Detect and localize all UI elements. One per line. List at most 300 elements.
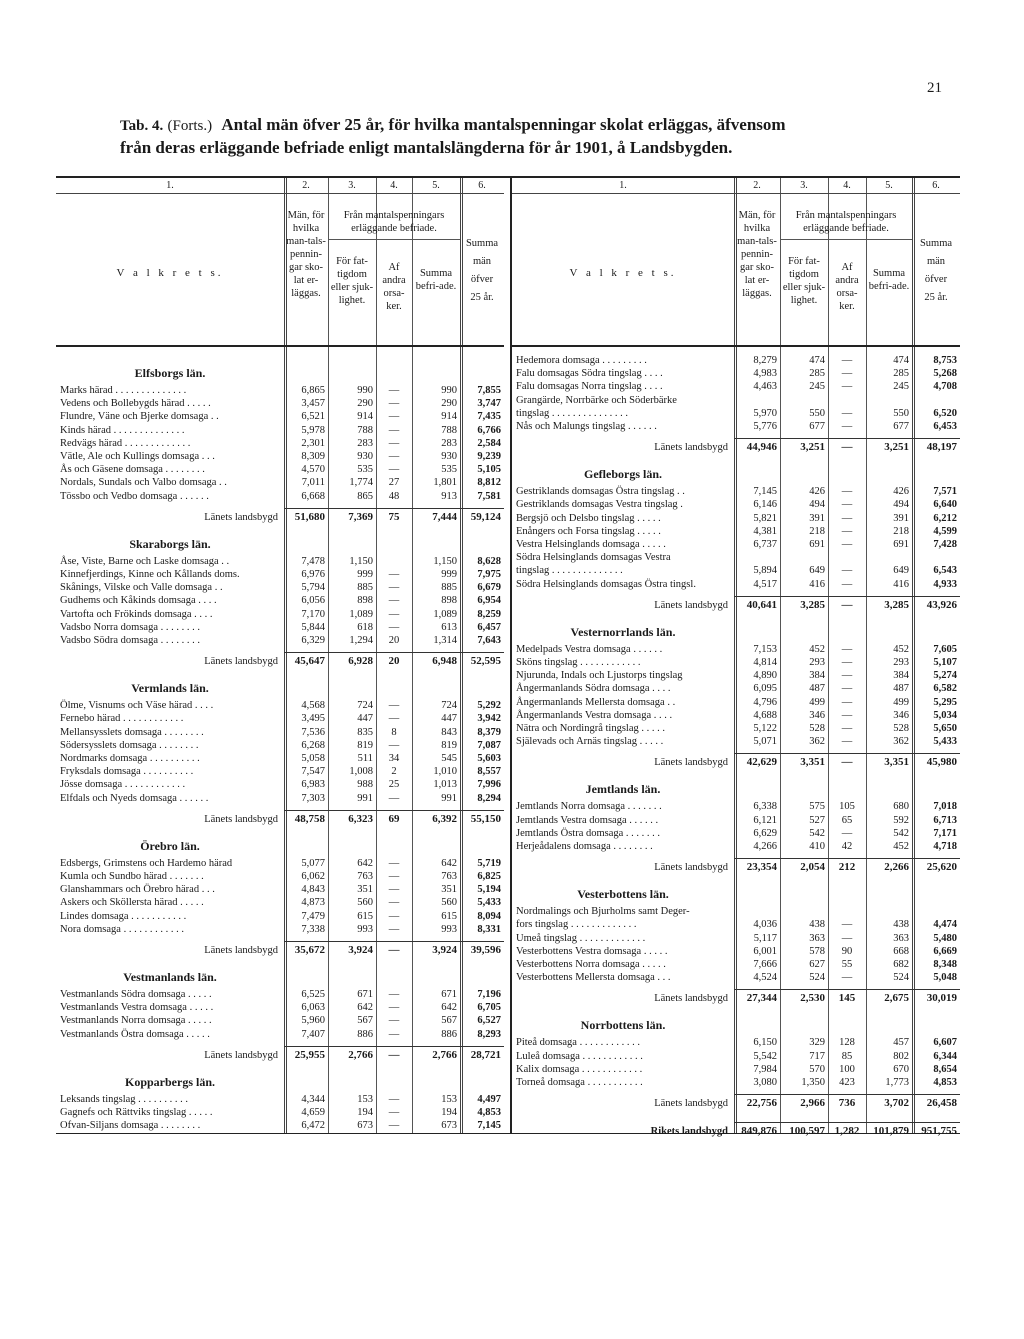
header-valkrets: V a l k r e t s. xyxy=(569,267,677,279)
value-cell: 1,010 xyxy=(433,766,457,778)
table-row xyxy=(56,555,504,568)
value-cell: 363 xyxy=(893,932,909,944)
value-cell: 7,855 xyxy=(477,385,501,396)
column-number-row xyxy=(512,178,960,194)
value-cell: 4,814 xyxy=(753,657,777,668)
value-cell: 613 xyxy=(441,621,457,633)
value-cell: — xyxy=(841,598,853,611)
value-cell: 560 xyxy=(357,897,373,909)
column-number: 4. xyxy=(843,180,851,191)
value-cell: 1,314 xyxy=(433,635,457,646)
value-cell: — xyxy=(841,723,853,734)
value-cell: 6,457 xyxy=(477,621,501,633)
value-cell: 1,773 xyxy=(885,1077,909,1088)
value-cell: 362 xyxy=(809,736,825,748)
district-name: Vestmanlands Vestra domsaga . . . . . xyxy=(60,1002,214,1014)
value-cell: 5,603 xyxy=(477,753,501,764)
value-cell: 6,150 xyxy=(753,1037,777,1049)
value-cell: 5,048 xyxy=(933,972,957,984)
value-cell: — xyxy=(388,621,400,633)
table-row xyxy=(512,525,960,538)
district-name: Vesterbottens Mellersta domsaga . . . xyxy=(516,972,671,984)
total-label: Länets landsbygd xyxy=(654,862,728,874)
value-cell: 6,766 xyxy=(477,424,501,436)
value-cell: 528 xyxy=(893,723,909,734)
value-cell: 26,458 xyxy=(926,1097,957,1110)
value-cell: 105 xyxy=(839,801,855,813)
value-cell: 885 xyxy=(357,582,373,594)
value-cell: 802 xyxy=(893,1050,909,1062)
table-row xyxy=(512,958,960,971)
value-cell: 293 xyxy=(893,657,909,668)
value-cell: — xyxy=(388,944,400,956)
value-cell: 819 xyxy=(441,739,457,751)
value-cell: 6,453 xyxy=(933,421,957,432)
value-cell: 627 xyxy=(809,959,825,970)
value-cell: 913 xyxy=(441,490,457,502)
value-cell: 293 xyxy=(809,657,825,668)
table-row xyxy=(512,800,960,813)
value-cell: 4,983 xyxy=(753,368,777,380)
value-cell: 3,495 xyxy=(301,713,325,725)
district-name: Kinds härad . . . . . . . . . . . . . . xyxy=(60,424,185,436)
value-cell: 999 xyxy=(357,569,373,580)
value-cell: 1,282 xyxy=(834,1125,860,1138)
value-cell: — xyxy=(388,1002,400,1014)
total-label: Länets landsbygd xyxy=(654,599,728,611)
value-cell: 45,980 xyxy=(926,756,957,769)
value-cell: 6,056 xyxy=(301,595,325,607)
value-cell: 570 xyxy=(809,1063,825,1075)
district-name: Södra Helsinglands domsagas Östra tingsl. xyxy=(516,578,696,590)
value-cell: 6,323 xyxy=(348,812,373,825)
value-cell: 6,607 xyxy=(933,1037,957,1049)
table-row xyxy=(512,682,960,695)
value-cell: 2,675 xyxy=(884,992,909,1005)
table-row xyxy=(56,712,504,725)
table-row xyxy=(56,424,504,437)
value-cell: — xyxy=(388,582,400,594)
value-cell: 5,117 xyxy=(753,932,777,944)
district-name: Vadsbo Södra domsaga . . . . . . . . xyxy=(60,635,200,646)
header-col3: För fat-tigdom eller sjuk-lighet. xyxy=(782,256,826,306)
value-cell: 649 xyxy=(809,565,825,577)
value-cell: 4,517 xyxy=(753,578,777,590)
value-cell: — xyxy=(841,578,853,590)
value-cell: 7,996 xyxy=(477,779,501,791)
table-row xyxy=(56,792,504,805)
district-name: Edsbergs, Grimstens och Hardemo härad xyxy=(60,857,233,869)
county-total-row xyxy=(56,944,504,957)
table-row xyxy=(512,814,960,827)
page-number: 21 xyxy=(927,80,942,96)
total-rule xyxy=(284,941,504,942)
value-cell: 8,309 xyxy=(301,451,325,462)
value-cell: 3,351 xyxy=(884,756,909,769)
value-cell: 615 xyxy=(357,910,373,922)
district-name: Falu domsagas Södra tingslag . . . . xyxy=(516,368,663,380)
district-name: Södersysslets domsaga . . . . . . . . xyxy=(60,739,199,751)
value-cell: 5,821 xyxy=(753,512,777,524)
value-cell: 5,268 xyxy=(933,368,957,380)
district-name: Elfdals och Nyeds domsaga . . . . . . xyxy=(60,792,209,804)
column-number: 1. xyxy=(166,180,174,191)
column-number: 3. xyxy=(348,180,356,191)
value-cell: 5,295 xyxy=(933,696,957,708)
county-total-row xyxy=(512,992,960,1005)
value-cell: 991 xyxy=(357,792,373,804)
value-cell: 7,444 xyxy=(432,510,457,523)
value-cell: 527 xyxy=(809,814,825,826)
value-cell: 5,844 xyxy=(301,621,325,633)
value-cell: 5,960 xyxy=(301,1015,325,1027)
value-cell: — xyxy=(388,897,400,909)
total-label: Länets landsbygd xyxy=(654,993,728,1005)
value-cell: 153 xyxy=(357,1093,373,1105)
district-name: Själevads och Arnäs tingslag . . . . . xyxy=(516,736,664,748)
county-heading: Norrbottens län. xyxy=(580,1018,666,1033)
value-cell: 8,557 xyxy=(477,766,501,778)
value-cell: 886 xyxy=(357,1028,373,1040)
value-cell: 25,955 xyxy=(294,1048,325,1061)
value-cell: 23,354 xyxy=(746,861,777,874)
district-name: Glanshammars och Örebro härad . . . xyxy=(60,884,215,896)
table-row xyxy=(56,397,504,410)
value-cell: — xyxy=(841,381,853,393)
value-cell: 8,259 xyxy=(477,608,501,620)
county-total-row xyxy=(56,655,504,668)
continued-marker: (Forts.) xyxy=(167,118,213,134)
header-col6 xyxy=(912,235,960,307)
district-name: Vesterbottens Norra domsaga . . . . . xyxy=(516,959,666,970)
value-cell: — xyxy=(388,792,400,804)
value-cell: 7,407 xyxy=(301,1028,325,1040)
county-heading: Vesternorrlands län. xyxy=(570,624,676,639)
table-row xyxy=(56,778,504,791)
value-cell: 346 xyxy=(809,709,825,721)
value-cell: 55 xyxy=(841,959,853,970)
table-row xyxy=(512,564,960,577)
value-cell: 3,924 xyxy=(432,944,457,956)
value-cell: 7,338 xyxy=(301,923,325,935)
value-cell: 7,087 xyxy=(477,739,501,751)
value-cell: 550 xyxy=(809,407,825,419)
value-cell: 6,948 xyxy=(432,655,457,668)
value-cell: 3,351 xyxy=(800,756,825,769)
column-number: 5. xyxy=(885,180,893,191)
table-left-half xyxy=(56,178,504,1133)
value-cell: 2,054 xyxy=(800,861,825,874)
value-cell: 7,536 xyxy=(301,726,325,738)
value-cell: 65 xyxy=(841,814,853,826)
value-cell: 835 xyxy=(357,726,373,738)
value-cell: 3,702 xyxy=(884,1097,909,1110)
value-cell: 991 xyxy=(441,792,457,804)
value-cell: 677 xyxy=(809,421,825,432)
value-cell: 8,094 xyxy=(477,910,501,922)
value-cell: — xyxy=(388,871,400,882)
value-cell: 4,890 xyxy=(753,670,777,682)
value-cell: 4,843 xyxy=(301,884,325,896)
table-row xyxy=(56,1093,504,1106)
value-cell: 2,266 xyxy=(884,861,909,874)
table-row xyxy=(512,420,960,433)
value-cell: 677 xyxy=(893,421,909,432)
value-cell: 212 xyxy=(838,861,856,874)
value-cell: 7,479 xyxy=(301,910,325,922)
value-cell: 528 xyxy=(809,723,825,734)
total-rule xyxy=(734,1122,960,1123)
value-cell: 494 xyxy=(809,499,825,511)
value-cell: 7,196 xyxy=(477,989,501,1000)
district-name: Bergsjö och Delsbo tingslag . . . . . xyxy=(516,512,661,524)
header-col2: Män, för hvilka man-tals-pennin-gar sko-lat er-läggas. xyxy=(286,210,326,299)
value-cell: — xyxy=(388,569,400,580)
value-cell: — xyxy=(841,736,853,748)
value-cell: — xyxy=(841,565,853,577)
value-cell: 5,794 xyxy=(301,582,325,594)
total-label: Länets landsbygd xyxy=(654,757,728,769)
value-cell: 69 xyxy=(388,812,400,825)
value-cell: 670 xyxy=(893,1063,909,1075)
value-cell: 6,954 xyxy=(477,595,501,607)
value-cell: 7,369 xyxy=(348,510,373,523)
header-col6-part: Summa xyxy=(465,238,499,249)
value-cell: 763 xyxy=(441,871,457,882)
district-name: Nordals, Sundals och Valbo domsaga . . xyxy=(60,477,227,489)
value-cell: 993 xyxy=(357,923,373,935)
value-cell: 452 xyxy=(893,643,909,655)
value-cell: 7,170 xyxy=(301,608,325,620)
value-cell: 5,107 xyxy=(933,657,957,668)
header-col6-part: 25 år. xyxy=(470,292,494,303)
value-cell: 5,719 xyxy=(477,857,501,869)
grand-total-row xyxy=(512,1125,960,1138)
value-cell: 578 xyxy=(809,945,825,957)
table-row xyxy=(512,669,960,682)
value-cell: 20 xyxy=(388,655,400,668)
value-cell: 3,457 xyxy=(301,398,325,410)
value-cell: 8,628 xyxy=(477,555,501,567)
value-cell: 642 xyxy=(357,857,373,869)
total-label: Rikets landsbygd xyxy=(650,1126,728,1138)
value-cell: 6,976 xyxy=(301,569,325,580)
value-cell: 34 xyxy=(388,753,400,764)
table-row xyxy=(512,918,960,931)
value-cell: 5,105 xyxy=(477,464,501,476)
value-cell: 642 xyxy=(357,1002,373,1014)
value-cell: 5,034 xyxy=(933,709,957,721)
district-name: Marks härad . . . . . . . . . . . . . . xyxy=(60,385,187,396)
table-row xyxy=(56,726,504,739)
district-name: Vätle, Ale och Kullings domsaga . . . xyxy=(60,451,215,462)
header-col6-part: öfver xyxy=(924,274,948,285)
total-rule xyxy=(284,1046,504,1047)
value-cell: 128 xyxy=(839,1037,855,1049)
table-row xyxy=(512,578,960,591)
value-cell: 100 xyxy=(839,1063,855,1075)
value-cell: 4,933 xyxy=(933,578,957,590)
header-col4: Af andra orsa-ker. xyxy=(382,262,406,312)
value-cell: 691 xyxy=(893,539,909,550)
district-name: Vestra Helsinglands domsaga . . . . . xyxy=(516,539,666,550)
county-heading: Gefleborgs län. xyxy=(584,467,662,482)
column-headers xyxy=(512,195,960,347)
value-cell: 5,194 xyxy=(477,884,501,896)
district-name: Fryksdals domsaga . . . . . . . . . . xyxy=(60,766,194,778)
table-row xyxy=(56,883,504,896)
table-row xyxy=(56,384,504,397)
value-cell: 5,650 xyxy=(933,723,957,734)
value-cell: 550 xyxy=(893,407,909,419)
value-cell: 3,924 xyxy=(348,944,373,956)
value-cell: 6,983 xyxy=(301,779,325,791)
county-heading: Örebro län. xyxy=(140,838,200,853)
county-total-row xyxy=(512,1097,960,1110)
value-cell: 1,150 xyxy=(433,555,457,567)
value-cell: 4,568 xyxy=(301,700,325,712)
value-cell: 7,478 xyxy=(301,555,325,567)
county-total-row xyxy=(512,756,960,769)
value-cell: 6,865 xyxy=(301,385,325,396)
header-col6-part: Summa xyxy=(919,238,953,249)
value-cell: 3,251 xyxy=(884,441,909,454)
value-cell: 474 xyxy=(893,355,909,366)
value-cell: — xyxy=(388,1028,400,1040)
value-cell: — xyxy=(388,1107,400,1118)
value-cell: 511 xyxy=(357,753,373,764)
district-name: Lindes domsaga . . . . . . . . . . . xyxy=(60,910,187,922)
value-cell: 8,293 xyxy=(477,1028,501,1040)
value-cell: 999 xyxy=(441,569,457,580)
value-cell: 290 xyxy=(441,398,457,410)
value-cell: — xyxy=(841,643,853,655)
value-cell: 535 xyxy=(357,464,373,476)
value-cell: 45,647 xyxy=(294,655,325,668)
value-cell: 391 xyxy=(893,512,909,524)
county-heading: Vestmanlands län. xyxy=(123,970,217,984)
value-cell: 2,966 xyxy=(800,1097,825,1110)
value-cell: 724 xyxy=(441,700,457,712)
value-cell: 416 xyxy=(809,578,825,590)
value-cell: 447 xyxy=(357,713,373,725)
value-cell: 668 xyxy=(893,945,909,957)
value-cell: 691 xyxy=(809,539,825,550)
total-rule xyxy=(734,989,960,990)
value-cell: 499 xyxy=(893,696,909,708)
value-cell: 671 xyxy=(357,989,373,1000)
district-name: Vesterbottens Vestra domsaga . . . . . xyxy=(516,945,668,957)
value-cell: — xyxy=(388,884,400,896)
value-cell: — xyxy=(388,923,400,935)
total-rule xyxy=(734,438,960,439)
value-cell: 914 xyxy=(357,411,373,423)
value-cell: — xyxy=(388,451,400,462)
value-cell: 426 xyxy=(893,486,909,498)
value-cell: — xyxy=(388,385,400,396)
value-cell: 592 xyxy=(893,814,909,826)
value-cell: 988 xyxy=(357,779,373,791)
value-cell: 3,080 xyxy=(753,1077,777,1088)
value-cell: — xyxy=(841,683,853,695)
value-cell: 363 xyxy=(809,932,825,944)
value-cell: 990 xyxy=(357,385,373,396)
value-cell: 6,472 xyxy=(301,1120,325,1132)
district-name: Fernebo härad . . . . . . . . . . . . xyxy=(60,713,184,725)
value-cell: 865 xyxy=(357,490,373,502)
value-cell: 48,197 xyxy=(926,441,957,454)
value-cell: 6,668 xyxy=(301,490,325,502)
value-cell: 384 xyxy=(809,670,825,682)
district-name: Torneå domsaga . . . . . . . . . . . xyxy=(516,1077,643,1088)
value-cell: — xyxy=(841,696,853,708)
district-name: Piteå domsaga . . . . . . . . . . . . xyxy=(516,1037,640,1049)
value-cell: 494 xyxy=(893,499,909,511)
table-row xyxy=(56,490,504,503)
value-cell: 4,570 xyxy=(301,464,325,476)
district-name: Nordmalings och Bjurholms samt Deger- xyxy=(516,906,690,918)
value-cell: 7,975 xyxy=(477,569,501,580)
value-cell: 4,497 xyxy=(477,1093,501,1105)
value-cell: 5,058 xyxy=(301,753,325,764)
value-cell: 22,756 xyxy=(746,1097,777,1110)
value-cell: 7,171 xyxy=(933,827,957,839)
value-cell: 615 xyxy=(441,910,457,922)
value-cell: 5,894 xyxy=(753,565,777,577)
header-group-line xyxy=(328,239,460,240)
table-row xyxy=(512,827,960,840)
value-cell: 4,524 xyxy=(753,972,777,984)
table-row xyxy=(56,463,504,476)
value-cell: — xyxy=(841,670,853,682)
header-col5: Summa befri-ade. xyxy=(868,268,910,292)
value-cell: 7,571 xyxy=(933,486,957,498)
table-row xyxy=(512,551,960,564)
value-cell: 6,268 xyxy=(301,739,325,751)
table-row xyxy=(56,1028,504,1041)
value-cell: 849,876 xyxy=(741,1125,777,1138)
value-cell: 898 xyxy=(357,595,373,607)
table-row xyxy=(512,1076,960,1089)
value-cell: 673 xyxy=(441,1120,457,1132)
table-row xyxy=(512,945,960,958)
value-cell: 990 xyxy=(441,385,457,396)
value-cell: 20 xyxy=(388,635,400,646)
district-name: Ölme, Visnums och Väse härad . . . . xyxy=(60,700,214,712)
header-group: Från mantalspenningars erläggande befriade. xyxy=(343,210,445,234)
county-heading: Vesterbottens län. xyxy=(577,887,669,902)
value-cell: 4,036 xyxy=(753,919,777,931)
district-name: Herjeådalens domsaga . . . . . . . . xyxy=(516,841,653,852)
value-cell: 6,825 xyxy=(477,871,501,882)
table-row xyxy=(56,739,504,752)
value-cell: 194 xyxy=(441,1107,457,1118)
value-cell: 6,146 xyxy=(753,499,777,511)
value-cell: — xyxy=(388,713,400,725)
value-cell: 819 xyxy=(357,739,373,751)
district-name: Tössbo och Vedbo domsaga . . . . . . xyxy=(60,490,209,502)
value-cell: 43,926 xyxy=(926,598,957,611)
district-name: Ångermanlands Vestra domsaga . . . . xyxy=(516,709,673,721)
header-col2: Män, för hvilka man-tals-pennin-gar sko-lat er-läggas. xyxy=(737,210,777,299)
district-name: Askers och Sköllersta härad . . . . . xyxy=(60,897,204,909)
value-cell: — xyxy=(388,1048,400,1061)
table-row xyxy=(512,485,960,498)
value-cell: 8 xyxy=(391,726,397,738)
value-cell: 680 xyxy=(893,801,909,813)
value-cell: 384 xyxy=(893,670,909,682)
value-cell: 4,474 xyxy=(933,919,957,931)
